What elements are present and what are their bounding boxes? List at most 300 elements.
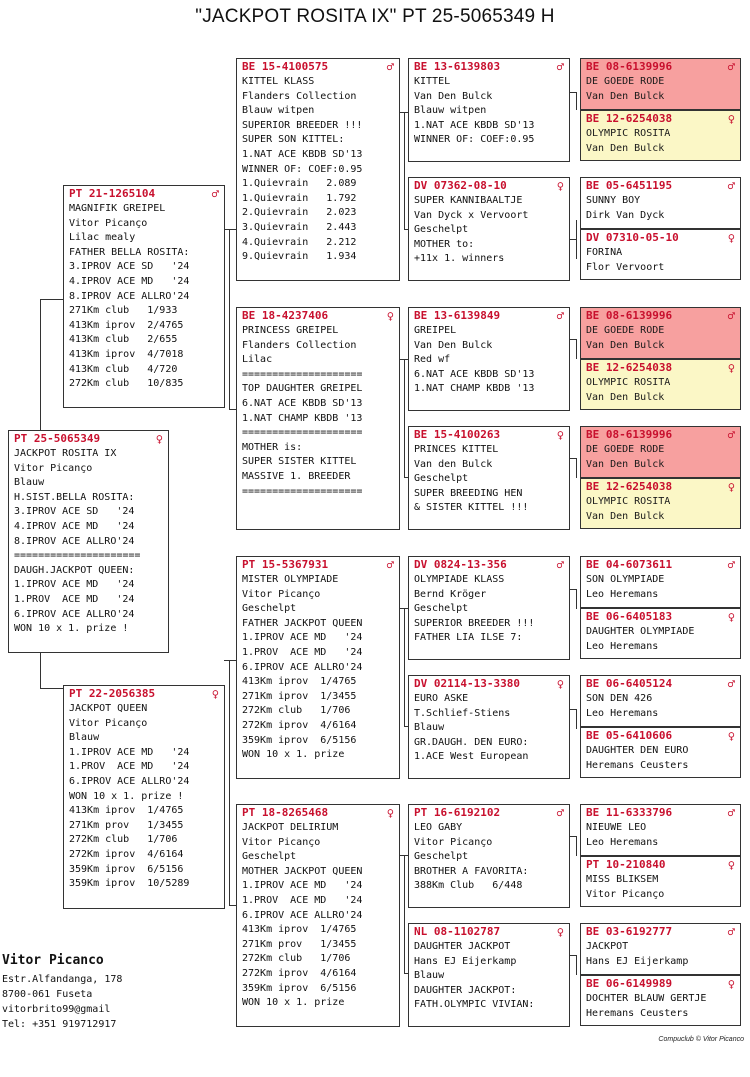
card-header [237,59,399,74]
detail-line: SUNNY BOY [586,195,641,206]
detail-line: MOTHER to: [414,238,475,250]
pigeon-card-main[interactable] [8,430,169,653]
copyright-note: Compuclub © Vitor Picanco [658,1036,744,1043]
connector-line [576,709,577,729]
detail-line: Van Dyck x Vervoort [414,209,529,221]
detail-line: 359Km iprov 10/5289 [69,878,190,890]
connector-line [576,458,577,478]
card-details [409,820,569,894]
detail-line: 8.IPROV ACE ALLRO'24 [14,535,135,547]
detail-line: DOCHTER BLAUW GERTJE [586,993,707,1004]
pigeon-card-dss[interactable] [408,556,570,660]
detail-line: 1.NAT CHAMP KBDB '13 [414,383,535,395]
detail-line: 6.IPROV ACE ALLRO'24 [69,775,190,787]
card-header [581,111,740,126]
detail-line: MISS BLIKSEM [586,874,659,885]
detail-line: 6.NAT ACE KBDB SD'13 [414,368,535,380]
detail-line: Van Den Bulck [586,339,665,351]
detail-line: EURO ASKE [414,693,469,704]
detail-line: DAUGHTER OLYMPIADE [586,626,695,637]
sex-icon: ♂ [556,59,564,74]
detail-line: DAUGH.JACKPOT QUEEN: [14,564,135,576]
detail-line: Hans EJ Eijerkamp [414,955,517,967]
detail-line: 1.Quievrain 2.089 [242,178,357,190]
ring-number: BE 06-6405183 [586,610,673,623]
detail-line: 4.IPROV ACE MD '24 [69,275,190,287]
ring-number: BE 04-6073611 [586,558,673,571]
owner-city: 8700-061 Fuseta [2,989,93,1000]
sex-icon: ♂ [211,186,219,201]
detail-line: 1.NAT CHAMP KBDB '13 [242,412,363,424]
card-header [581,924,740,939]
detail-line: 1.IPROV ACE MD '24 [14,579,135,591]
card-details [581,323,740,353]
detail-line: Van Den Bulck [414,339,493,351]
pigeon-card-g7[interactable] [580,426,741,478]
page-title: "JACKPOT ROSITA IX" PT 25-5065349 H [195,6,555,27]
detail-line: 272Km club 10/835 [69,378,184,390]
sex-icon: ♀ [211,686,219,701]
sex-icon: ♀ [727,609,735,624]
sex-icon: ♂ [556,557,564,572]
detail-line: Geschelpt [242,851,297,863]
detail-line: 3.IPROV ACE SD '24 [14,506,135,518]
ring-number: BE 05-6451195 [586,179,673,192]
pigeon-card-dsd[interactable] [408,675,570,779]
card-header [581,178,740,193]
ring-number: PT 10-210840 [586,858,666,871]
detail-line: 1.PROV ACE MD '24 [242,894,363,906]
detail-line: JACKPOT [586,941,629,952]
detail-line: 1.PROV ACE MD '24 [242,646,363,658]
pigeon-card-g1[interactable] [580,58,741,110]
detail-line: Hans EJ Eijerkamp [586,955,689,967]
sex-icon: ♂ [727,59,735,74]
detail-line: DE GOEDE RODE [586,76,665,87]
pigeon-card-sds[interactable] [408,307,570,411]
detail-line: SON DEN 426 [586,693,653,704]
ring-number: PT 25-5065349 [14,432,101,445]
sex-icon: ♂ [727,924,735,939]
sex-icon: ♂ [556,308,564,323]
card-details [581,442,740,472]
detail-line: BROTHER A FAVORITA: [414,865,529,877]
ring-number: BE 12-6254038 [586,361,673,374]
detail-line: SUPER BREEDING HEN [414,487,523,499]
ring-number: DV 07310-05-10 [586,231,679,244]
detail-line: Heremans Ceusters [586,759,689,771]
card-details [581,375,740,405]
card-header [409,557,569,572]
ring-number: BE 13-6139803 [414,60,501,73]
pigeon-card-g6[interactable] [580,359,741,410]
detail-line: 359Km iprov 6/5156 [242,982,357,994]
detail-line: Leo Heremans [586,640,659,652]
sex-icon: ♂ [727,178,735,193]
detail-line: Geschelpt [414,603,469,615]
card-details [409,939,569,1013]
detail-line: DE GOEDE RODE [586,444,665,455]
detail-line: Vitor Picanço [414,836,493,848]
connector-line [40,653,41,688]
detail-line: 413Km iprov 4/7018 [69,348,184,360]
card-header [237,308,399,323]
ring-number: PT 21-1265104 [69,187,156,200]
connector-line [404,112,405,229]
detail-line: 271Km iprov 1/3455 [242,690,357,702]
sex-icon: ♀ [727,976,735,991]
detail-line: 271Km prov 1/3455 [242,938,357,950]
pigeon-card-sire-dam[interactable] [236,307,400,530]
pigeon-card-sdd[interactable] [408,426,570,530]
card-details [581,572,740,602]
detail-line: Leo Heremans [586,588,659,600]
detail-line: JACKPOT QUEEN [69,703,148,714]
card-details [64,701,224,892]
detail-line: 388Km Club 6/448 [414,880,523,892]
pigeon-card-g14[interactable] [580,856,741,907]
connector-line [576,339,577,359]
detail-line: TOP DAUGHTER GREIPEL [242,383,363,395]
detail-line: SUPERIOR BREEDER !!! [414,617,535,629]
detail-line: Van den Bulck [414,458,493,470]
detail-line: 3.IPROV ACE SD '24 [69,261,190,273]
ring-number: BE 15-4100263 [414,428,501,441]
card-header [581,857,740,872]
pigeon-card-dam[interactable] [63,685,225,909]
card-details [237,74,399,265]
sex-icon: ♀ [727,479,735,494]
sex-icon: ♂ [556,805,564,820]
ring-number: BE 11-6333796 [586,806,673,819]
ring-number: DV 02114-13-3380 [414,677,520,690]
detail-line: MAGNIFIK GREIPEL [69,203,166,214]
detail-line: Leo Heremans [586,836,659,848]
detail-line: DAUGHTER JACKPOT [414,941,511,952]
detail-line: & SISTER KITTEL !!! [414,502,529,514]
pigeon-card-g11[interactable] [580,675,741,727]
card-header [237,557,399,572]
detail-line: PRINCESS GREIPEL [242,325,339,336]
card-details [409,74,569,148]
card-details [64,201,224,392]
card-details [581,74,740,104]
detail-line: Vitor Picanço [586,888,665,900]
detail-line: 359Km iprov 6/5156 [242,734,357,746]
detail-line: MISTER OLYMPIADE [242,574,339,585]
detail-line: 413Km iprov 1/4765 [242,676,357,688]
detail-line: PRINCES KITTEL [414,444,499,455]
ring-number: BE 12-6254038 [586,112,673,125]
pigeon-card-sire-sire[interactable] [236,58,400,281]
pigeon-card-g4[interactable] [580,229,741,280]
detail-line: Flanders Collection [242,339,357,351]
detail-line: T.Schlief-Stiens [414,707,511,719]
pigeon-card-g10[interactable] [580,608,741,659]
detail-line: 1.ACE West European [414,751,529,763]
card-header [581,805,740,820]
detail-line: 272Km club 1/706 [242,953,351,965]
card-details [581,743,740,773]
card-header [581,230,740,245]
sex-icon: ♀ [556,924,564,939]
detail-line: Blauw [414,970,445,982]
detail-line: Flanders Collection [242,90,357,102]
owner-name: Vitor Picanco [2,953,104,968]
card-header [237,805,399,820]
sex-icon: ♀ [386,805,394,820]
card-details [9,446,168,637]
detail-line: 1.PROV ACE MD '24 [69,761,190,773]
detail-line: FATHER JACKPOT QUEEN [242,617,363,629]
pigeon-card-dam-dam[interactable] [236,804,400,1027]
pigeon-card-g9[interactable] [580,556,741,608]
card-details [237,572,399,763]
pigeon-card-sire[interactable] [63,185,225,408]
card-header [64,186,224,201]
detail-line: 272Km iprov 4/6164 [242,967,357,979]
detail-line: 8.IPROV ACE ALLRO'24 [69,290,190,302]
sex-icon: ♀ [727,857,735,872]
owner-phone: Tel: +351 919712917 [2,1019,117,1030]
sex-icon: ♀ [727,230,735,245]
detail-line: ==================== [242,485,363,497]
detail-line: SUPER KANNIBAALTJE [414,195,523,206]
detail-line: 2.Quievrain 2.023 [242,207,357,219]
card-header [64,686,224,701]
detail-line: ===================== [14,550,141,562]
detail-line: 1.NAT ACE KBDB SD'13 [242,148,363,160]
card-header [409,59,569,74]
detail-line: Bernd Kröger [414,588,487,600]
ring-number: PT 18-8265468 [242,806,329,819]
detail-line: Blauw witpen [414,105,487,117]
detail-line: WINNER OF: COEF:0.95 [242,163,363,175]
pigeon-card-g8[interactable] [580,478,741,529]
detail-line: MASSIVE 1. BREEDER [242,470,351,482]
connector-line [404,855,405,973]
detail-line: KITTEL KLASS [242,76,315,87]
detail-line: 413Km club 4/720 [69,363,178,375]
detail-line: 3.Quievrain 2.443 [242,221,357,233]
detail-line: 9.Quievrain 1.934 [242,251,357,263]
detail-line: 271Km club 1/933 [69,305,178,317]
detail-line: 6.IPROV ACE ALLRO'24 [242,661,363,673]
ring-number: DV 0824-13-356 [414,558,507,571]
ring-number: BE 18-4237406 [242,309,329,322]
detail-line: Leo Heremans [586,707,659,719]
detail-line: Vitor Picanço [69,717,148,729]
detail-line: ==================== [242,427,363,439]
detail-line: 1.PROV ACE MD '24 [14,593,135,605]
detail-line: Van Den Bulck [586,510,665,522]
ring-number: PT 15-5367931 [242,558,329,571]
sex-icon: ♂ [727,557,735,572]
detail-line: Geschelpt [414,473,469,485]
detail-line: Van Den Bulck [414,90,493,102]
detail-line: JACKPOT ROSITA IX [14,448,117,459]
detail-line: FATHER LIA ILSE 7: [414,632,523,644]
detail-line: Dirk Van Dyck [586,209,665,221]
connector-line [404,608,405,726]
detail-line: ==================== [242,368,363,380]
detail-line: MOTHER is: [242,441,303,453]
detail-line: 413Km iprov 1/4765 [242,924,357,936]
detail-line: Lilac mealy [69,232,136,244]
detail-line: Van Den Bulck [586,458,665,470]
sex-icon: ♂ [386,557,394,572]
detail-line: DAUGHTER DEN EURO [586,745,689,756]
card-header [581,360,740,375]
pigeon-card-dam-sire[interactable] [236,556,400,779]
detail-line: OLYMPIADE KLASS [414,574,505,585]
card-header [409,308,569,323]
card-header [581,976,740,991]
pigeon-card-ddd[interactable] [408,923,570,1027]
pigeon-card-ssd[interactable] [408,177,570,281]
detail-line: GREIPEL [414,325,457,336]
card-header [581,557,740,572]
detail-line: WON 10 x 1. prize ! [14,623,129,635]
ring-number: BE 08-6139996 [586,60,673,73]
pigeon-card-dds[interactable] [408,804,570,908]
detail-line: +11x 1. winners [414,253,505,265]
detail-line: Flor Vervoort [586,261,665,273]
detail-line: H.SIST.BELLA ROSITA: [14,491,135,503]
detail-line: SUPERIOR BREEDER !!! [242,119,363,131]
card-header [409,676,569,691]
detail-line: WON 10 x 1. prize [242,997,345,1009]
sex-icon: ♂ [727,427,735,442]
card-header [581,676,740,691]
detail-line: 272Km club 1/706 [69,834,178,846]
card-header [409,178,569,193]
card-header [581,427,740,442]
detail-line: 413Km iprov 2/4765 [69,319,184,331]
detail-line: Blauw [14,477,45,489]
card-header [409,924,569,939]
card-details [237,820,399,1011]
detail-line: OLYMPIC ROSITA [586,496,671,507]
detail-line: SUPER SON KITTEL: [242,134,345,146]
detail-line: 1.IPROV ACE MD '24 [242,880,363,892]
pigeon-card-sss[interactable] [408,58,570,162]
detail-line: 1.IPROV ACE MD '24 [242,632,363,644]
detail-line: Van Den Bulck [586,142,665,154]
connector-line [576,836,577,856]
detail-line: 6.NAT ACE KBDB SD'13 [242,397,363,409]
pigeon-card-g3[interactable] [580,177,741,229]
detail-line: KITTEL [414,76,451,87]
detail-line: Red wf [414,354,451,366]
ring-number: BE 06-6149989 [586,977,673,990]
detail-line: Heremans Ceusters [586,1007,689,1019]
card-details [581,245,740,275]
ring-number: BE 08-6139996 [586,309,673,322]
pigeon-card-g12[interactable] [580,727,741,778]
pigeon-card-g5[interactable] [580,307,741,359]
card-details [581,126,740,156]
card-details [581,494,740,524]
detail-line: FATH.OLYMPIC VIVIAN: [414,999,535,1011]
owner-address: Estr.Alfandanga, 178 [2,974,123,985]
card-details [409,442,569,516]
connector-line [404,359,405,477]
card-details [409,323,569,397]
ring-number: BE 06-6405124 [586,677,673,690]
ring-number: BE 05-6410606 [586,729,673,742]
card-header [581,308,740,323]
detail-line: 272Km iprov 4/6164 [242,719,357,731]
sex-icon: ♂ [727,805,735,820]
detail-line: GR.DAUGH. DEN EURO: [414,736,529,748]
detail-line: Van Den Bulck [586,391,665,403]
detail-line: Vitor Picanço [69,217,148,229]
sex-icon: ♂ [386,59,394,74]
card-details [237,323,399,499]
detail-line: 1.NAT ACE KBDB SD'13 [414,119,535,131]
sex-icon: ♀ [556,427,564,442]
detail-line: Blauw [414,722,445,734]
card-header [581,59,740,74]
card-header [409,805,569,820]
sex-icon: ♀ [727,111,735,126]
pigeon-card-g16[interactable] [580,975,741,1026]
sex-icon: ♀ [556,676,564,691]
detail-line: 4.Quievrain 2.212 [242,236,357,248]
card-header [9,431,168,446]
card-details [409,691,569,765]
detail-line: WON 10 x 1. prize ! [69,790,184,802]
owner-email: vitorbrito99@gmail [2,1004,111,1015]
pigeon-card-g2[interactable] [580,110,741,161]
card-details [581,624,740,654]
detail-line: Geschelpt [414,851,469,863]
pigeon-card-g13[interactable] [580,804,741,856]
detail-line: 1.IPROV ACE MD '24 [69,746,190,758]
connector-line [229,660,230,905]
detail-line: 6.IPROV ACE ALLRO'24 [242,909,363,921]
sex-icon: ♀ [386,308,394,323]
sex-icon: ♂ [727,676,735,691]
detail-line: WINNER OF: COEF:0.95 [414,134,535,146]
card-details [581,820,740,850]
detail-line: DE GOEDE RODE [586,325,665,336]
connector-line [40,299,41,431]
pigeon-card-g15[interactable] [580,923,741,975]
detail-line: Lilac [242,354,273,366]
detail-line: OLYMPIC ROSITA [586,377,671,388]
detail-line: 272Km club 1/706 [242,705,351,717]
ring-number: BE 13-6139849 [414,309,501,322]
detail-line: WON 10 x 1. prize [242,749,345,761]
detail-line: 272Km iprov 4/6164 [69,848,184,860]
ring-number: NL 08-1102787 [414,925,501,938]
detail-line: Vitor Picanço [14,462,93,474]
ring-number: BE 08-6139996 [586,428,673,441]
detail-line: Blauw witpen [242,105,315,117]
card-header [409,427,569,442]
sex-icon: ♀ [556,178,564,193]
detail-line: FORINA [586,247,623,258]
detail-line: DAUGHTER JACKPOT: [414,984,517,996]
detail-line: LEO GABY [414,822,463,833]
detail-line: 6.IPROV ACE ALLRO'24 [14,608,135,620]
detail-line: 359Km iprov 6/5156 [69,863,184,875]
detail-line: Van Den Bulck [586,90,665,102]
connector-line [229,229,230,409]
detail-line: 271Km prov 1/3455 [69,819,184,831]
